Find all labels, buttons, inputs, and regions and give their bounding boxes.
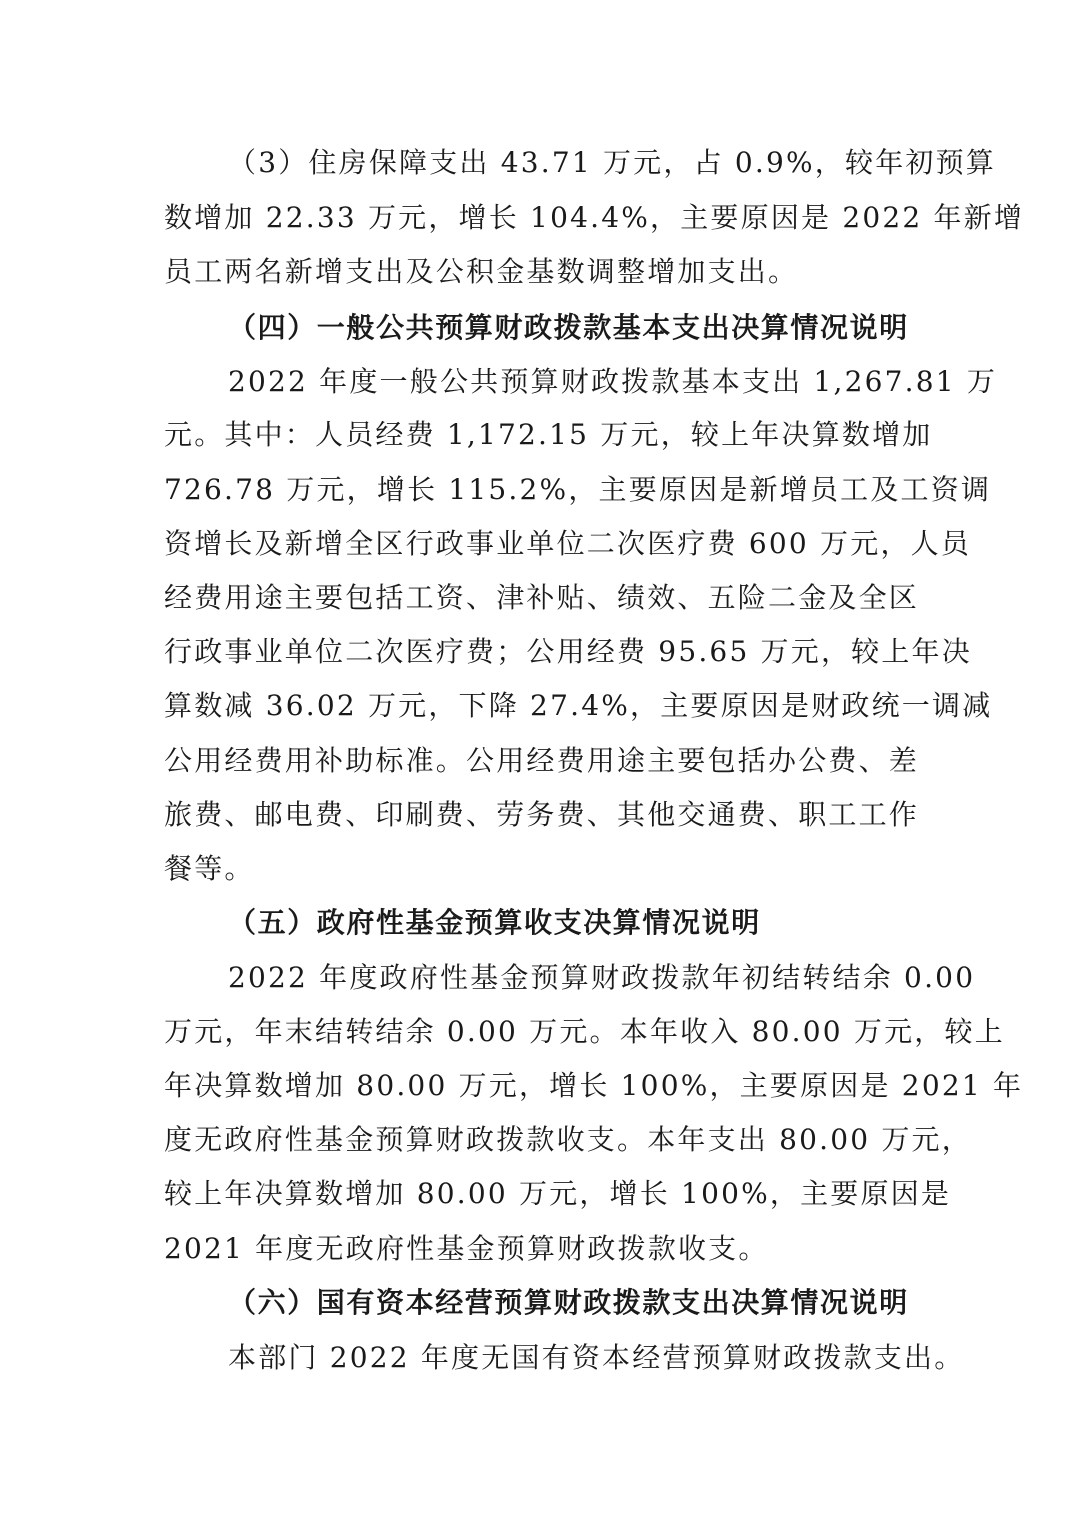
paragraph-line: 资增长及新增全区行政事业单位二次医疗费 600 万元，人员: [164, 527, 972, 560]
paragraph-line: 2022 年度政府性基金预算财政拨款年初结转结余 0.00: [228, 961, 976, 994]
paragraph-line: 旅费、邮电费、印刷费、劳务费、其他交通费、职工工作: [164, 798, 920, 831]
paragraph-line: 2021 年度无政府性基金预算财政拨款收支。: [164, 1232, 769, 1265]
paragraph-line: 经费用途主要包括工资、津补贴、绩效、五险二金及全区: [164, 581, 920, 614]
paragraph-line: 本部门 2022 年度无国有资本经营预算财政拨款支出。: [228, 1341, 965, 1374]
paragraph-line: 万元，年末结转结余 0.00 万元。本年收入 80.00 万元，较上: [164, 1015, 1005, 1048]
paragraph-line: 726.78 万元，增长 115.2%，主要原因是新增员工及工资调: [164, 473, 992, 506]
paragraph-line: 度无政府性基金预算财政拨款收支。本年支出 80.00 万元，: [164, 1123, 972, 1156]
section-heading: （四）一般公共预算财政拨款基本支出决算情况说明: [228, 311, 909, 344]
section-heading: （六）国有资本经营预算财政拨款支出决算情况说明: [228, 1286, 909, 1319]
paragraph-line: 数增加 22.33 万元，增长 104.4%，主要原因是 2022 年新增: [164, 201, 1025, 234]
paragraph-line: 元。其中：人员经费 1,172.15 万元，较上年决算数增加: [164, 418, 933, 451]
paragraph-line: 2022 年度一般公共预算财政拨款基本支出 1,267.81 万: [228, 365, 998, 398]
paragraph-line: 公用经费用补助标准。公用经费用途主要包括办公费、差: [164, 744, 920, 777]
section-heading: （五）政府性基金预算收支决算情况说明: [228, 906, 761, 939]
paragraph-line: 行政事业单位二次医疗费；公用经费 95.65 万元，较上年决: [164, 635, 972, 668]
paragraph-line: 员工两名新增支出及公积金基数调整增加支出。: [164, 255, 799, 288]
paragraph-line: 较上年决算数增加 80.00 万元，增长 100%，主要原因是: [164, 1177, 952, 1210]
paragraph-line: 年决算数增加 80.00 万元，增长 100%，主要原因是 2021 年: [164, 1069, 1024, 1102]
paragraph-line: 算数减 36.02 万元，下降 27.4%，主要原因是财政统一调减: [164, 689, 993, 722]
paragraph-line: （3）住房保障支出 43.71 万元，占 0.9%，较年初预算: [228, 146, 997, 179]
paragraph-line: 餐等。: [164, 852, 255, 885]
